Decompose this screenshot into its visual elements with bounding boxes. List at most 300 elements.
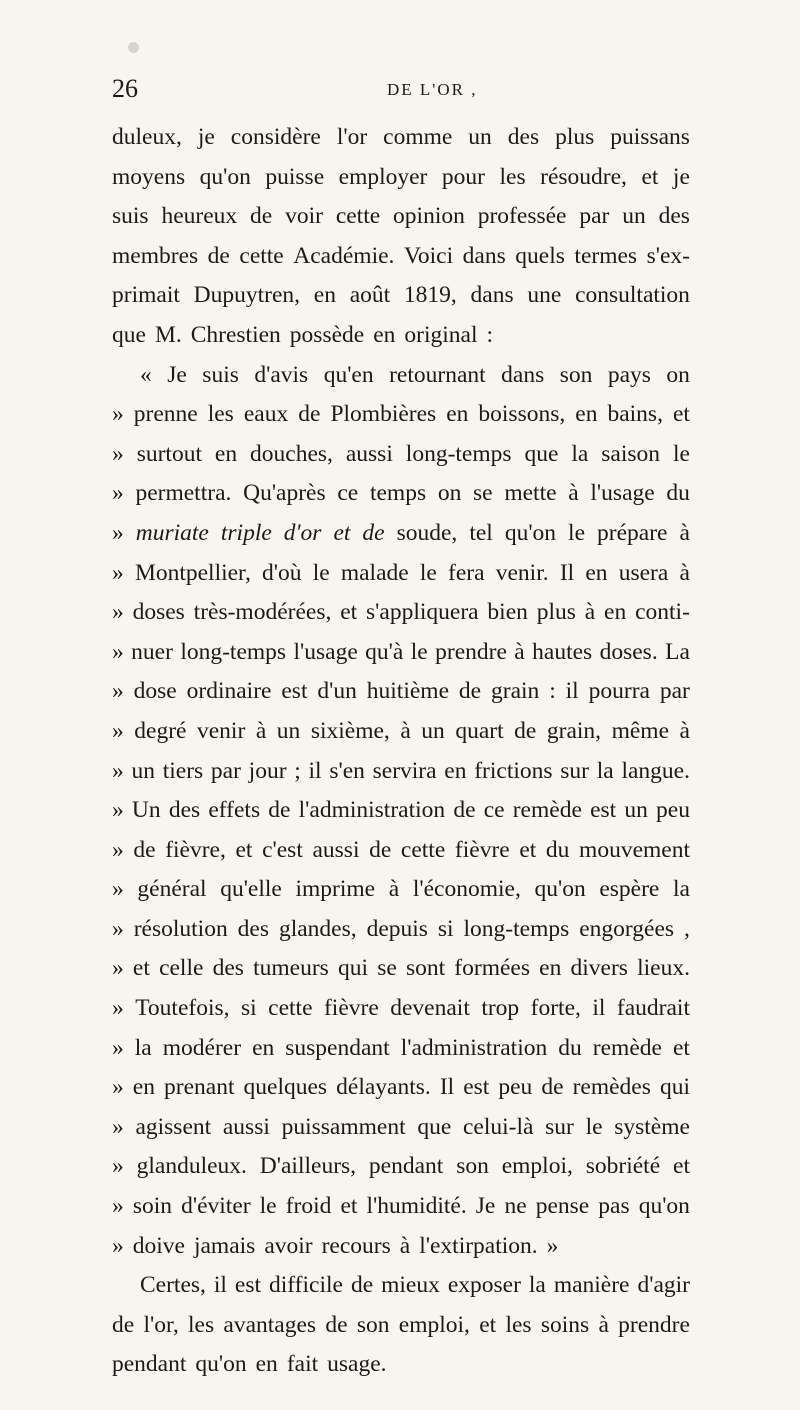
text-line	[112, 356, 690, 396]
word: »	[112, 757, 124, 784]
word: manière	[553, 1272, 630, 1299]
word: »	[112, 401, 124, 428]
word: de	[112, 1311, 135, 1338]
word: cette	[400, 836, 446, 863]
text-line	[112, 831, 690, 871]
word: on	[666, 361, 690, 388]
word: mieux	[381, 1272, 440, 1299]
word: de	[298, 401, 321, 428]
word: un	[276, 717, 301, 744]
text-line	[112, 197, 690, 237]
word: si	[437, 915, 454, 942]
word: celui-là	[462, 1113, 534, 1140]
word: prenne	[133, 401, 198, 428]
word: celle	[159, 955, 204, 982]
word: dans	[470, 282, 514, 309]
word: les	[207, 401, 234, 428]
word: ;	[294, 757, 301, 784]
text-line	[112, 870, 690, 910]
text-line	[112, 1108, 690, 1148]
word: que	[524, 440, 559, 467]
word: je	[197, 124, 215, 150]
word: en	[604, 599, 627, 626]
word: trop	[481, 995, 520, 1022]
word: la	[134, 1034, 152, 1061]
word: s'ex-	[646, 242, 690, 269]
word: général	[137, 876, 207, 903]
text-line	[112, 949, 690, 989]
word: exposer	[447, 1272, 521, 1299]
word: »	[546, 1232, 559, 1259]
word: soude,	[396, 519, 458, 546]
word: puissans	[610, 124, 690, 150]
text-line	[112, 554, 690, 594]
word: Qu'après	[243, 480, 326, 507]
word: aussi	[345, 440, 393, 467]
word: en	[373, 321, 396, 348]
text-line	[112, 316, 690, 356]
word: d'un	[317, 678, 357, 705]
word: qui	[337, 955, 369, 982]
word: se	[377, 955, 397, 982]
word: employer	[338, 163, 428, 190]
word: le	[568, 519, 586, 546]
word: suspendant	[285, 1034, 390, 1061]
word: et	[340, 1193, 358, 1220]
word: »	[112, 599, 124, 626]
word: pour	[441, 163, 485, 190]
word: en	[575, 401, 598, 428]
word: Voici	[403, 242, 454, 269]
text-line	[112, 395, 690, 435]
word: à	[679, 559, 690, 586]
word: à	[514, 638, 525, 665]
word: temps	[369, 480, 427, 507]
word: :	[549, 678, 556, 705]
word: »	[112, 1034, 124, 1061]
word: dans	[462, 242, 506, 269]
word: hautes	[532, 638, 593, 665]
word: et	[673, 1153, 690, 1180]
word: agissent	[135, 1113, 212, 1140]
word: des	[237, 915, 269, 942]
word: termes	[574, 242, 638, 269]
word: la	[596, 757, 614, 784]
word: huitième	[366, 678, 450, 705]
word: fièvre,	[165, 836, 226, 863]
word: délayants.	[336, 1074, 431, 1101]
word: résolution	[133, 915, 228, 942]
word: voir	[285, 203, 323, 230]
text-line	[112, 910, 690, 950]
word: tiers	[162, 757, 204, 784]
word: »	[112, 559, 124, 586]
word: espère	[599, 876, 660, 903]
text-line	[112, 514, 690, 554]
word: une	[527, 282, 562, 309]
word: il	[308, 757, 322, 784]
word: triple	[220, 519, 272, 546]
word: sixième,	[310, 717, 390, 744]
word: :	[486, 321, 494, 348]
word: Montpellier,	[134, 559, 251, 586]
word: remède	[592, 1034, 662, 1061]
word: suis	[202, 361, 239, 388]
word: en	[132, 1074, 155, 1101]
word: doses	[132, 599, 185, 626]
word: l'or,	[143, 1311, 179, 1338]
word: bien	[487, 599, 528, 626]
word: comme	[383, 124, 453, 150]
word: l'administration	[400, 1034, 548, 1061]
word: qu'on	[638, 1193, 690, 1220]
word: d'éviter	[181, 1193, 251, 1220]
text-line	[112, 1187, 690, 1227]
word: le	[312, 559, 330, 586]
text-line	[112, 435, 690, 475]
word: ordinaire	[186, 678, 272, 705]
word: D'ailleurs,	[259, 1153, 357, 1180]
word: en	[444, 757, 467, 784]
word: «	[140, 361, 152, 388]
word: recours	[321, 1232, 391, 1259]
word: langue.	[621, 757, 690, 784]
word: jour	[248, 757, 287, 784]
word: cette	[239, 242, 284, 269]
page-header	[112, 74, 712, 114]
word: lieux.	[637, 955, 690, 982]
word: en	[255, 1351, 278, 1378]
word: professée	[477, 203, 567, 230]
word: est	[234, 1272, 262, 1299]
word: original	[404, 321, 478, 348]
word: malade	[340, 559, 409, 586]
word: en	[446, 401, 469, 428]
word: s'appliquera	[366, 599, 479, 626]
word: pense	[535, 1193, 590, 1220]
word: engorgées	[579, 915, 675, 942]
word: quelques	[243, 1074, 328, 1101]
word: grain	[491, 678, 540, 705]
word: sur	[560, 757, 590, 784]
word: de	[514, 717, 537, 744]
word: primait	[112, 282, 180, 309]
word: prépare	[597, 519, 668, 546]
word: membres	[112, 242, 199, 269]
word: »	[112, 915, 124, 942]
text-line	[112, 752, 690, 792]
word: l'extirpation.	[419, 1232, 538, 1259]
word: à	[598, 1311, 609, 1338]
body-text	[112, 118, 690, 1385]
text-line	[112, 672, 690, 712]
word: tumeurs	[253, 955, 329, 982]
word: si	[241, 995, 257, 1022]
word: et	[340, 599, 358, 626]
word: bains,	[607, 401, 663, 428]
word: de	[207, 242, 230, 269]
word: d'agir	[637, 1272, 690, 1299]
word: le	[585, 1113, 603, 1140]
word: août	[349, 282, 391, 309]
text-line	[112, 712, 690, 752]
word: de	[458, 678, 482, 705]
word: douches,	[250, 440, 333, 467]
word: puissamment	[281, 1113, 406, 1140]
word: forte,	[530, 995, 581, 1022]
word: qu'elle	[220, 876, 282, 903]
word: doive	[132, 1232, 185, 1259]
word: résoudre,	[540, 163, 627, 190]
word: sont	[405, 955, 446, 982]
word: soin	[132, 1193, 173, 1220]
word: même	[611, 717, 669, 744]
text-line	[112, 1306, 690, 1346]
word: de	[350, 1272, 374, 1299]
word: en	[252, 1034, 275, 1061]
word: Il	[559, 559, 575, 586]
word: on	[437, 480, 462, 507]
word: en	[214, 440, 238, 467]
word: par	[210, 757, 241, 784]
word: il	[565, 678, 579, 705]
word: il	[213, 1272, 227, 1299]
word: l'économie,	[412, 876, 521, 903]
word: usera	[618, 559, 669, 586]
word: est	[590, 797, 617, 824]
word: grain,	[546, 717, 602, 744]
word: de	[268, 797, 291, 824]
word: Toutefois,	[135, 995, 230, 1022]
word: »	[112, 1193, 124, 1220]
word: des	[507, 124, 540, 150]
word: très-modérées,	[193, 599, 332, 626]
word: conti-	[635, 599, 690, 626]
word: qu'on	[504, 519, 557, 546]
word: cette	[335, 203, 381, 230]
word: froid	[285, 1193, 332, 1220]
word: »	[112, 717, 124, 744]
word: eaux	[243, 401, 289, 428]
word: pendant	[368, 1153, 444, 1180]
word: et	[672, 401, 690, 428]
word: Il	[439, 1074, 455, 1101]
word: son	[356, 1311, 390, 1338]
word: pays	[607, 361, 651, 388]
word: plus	[555, 124, 595, 150]
word: »	[112, 955, 124, 982]
word: qui	[659, 1074, 690, 1101]
word: Je	[475, 1193, 496, 1220]
word: à	[679, 519, 690, 546]
text-line	[112, 1029, 690, 1069]
word: possède	[289, 321, 365, 348]
word: le	[410, 638, 428, 665]
word: usage.	[327, 1351, 387, 1378]
word: avantages	[223, 1311, 317, 1338]
word: saison	[601, 440, 661, 467]
word: prendre	[618, 1311, 690, 1338]
word: à	[679, 717, 690, 744]
word: l'usage	[293, 638, 358, 665]
word: en	[539, 955, 562, 982]
word: pourra	[588, 678, 650, 705]
word: »	[112, 480, 124, 507]
word: pendant	[112, 1351, 187, 1378]
word: et	[641, 163, 659, 190]
word: un	[421, 717, 445, 744]
word: je	[672, 163, 690, 190]
word: »	[112, 1074, 124, 1101]
word: et	[672, 1034, 690, 1061]
word: moyens	[112, 163, 186, 190]
word: venir.	[495, 559, 549, 586]
word: long-temps	[405, 440, 512, 467]
word: servira	[372, 757, 437, 784]
word: soins	[540, 1311, 590, 1338]
word: plus	[536, 599, 576, 626]
word: long-temps	[180, 638, 287, 665]
text-line	[112, 633, 690, 673]
word: les	[188, 1311, 215, 1338]
word: »	[112, 440, 124, 467]
word: un	[468, 124, 492, 150]
word: Chrestien	[190, 321, 281, 348]
word: prenant	[164, 1074, 235, 1101]
word: s'en	[329, 757, 365, 784]
word: c'est	[262, 836, 303, 863]
word: effets	[208, 797, 261, 824]
word: de	[541, 1074, 564, 1101]
word: mouvement	[579, 836, 690, 863]
word: à	[388, 876, 400, 903]
word: de	[362, 519, 385, 546]
word: la	[673, 876, 690, 903]
text-line	[112, 1266, 690, 1306]
text-line	[112, 989, 690, 1029]
text-line	[112, 1345, 690, 1385]
word: mette	[504, 480, 557, 507]
word: des	[212, 955, 244, 982]
word: divers	[570, 955, 628, 982]
word: d'or	[283, 519, 322, 546]
word: et	[132, 955, 150, 982]
word: qu'à	[365, 638, 404, 665]
word: un	[131, 757, 155, 784]
word: M.	[154, 321, 182, 348]
text-line	[112, 593, 690, 633]
word: degré	[134, 717, 187, 744]
word: ce	[483, 797, 505, 824]
word: de	[325, 1311, 348, 1338]
word: prendre	[435, 638, 507, 665]
page-number: 26	[112, 74, 138, 103]
word: glandes,	[278, 915, 357, 942]
word: peu	[656, 797, 690, 824]
word: »	[112, 876, 124, 903]
text-line	[112, 1227, 690, 1267]
word: il	[592, 995, 606, 1022]
word: l'administration	[298, 797, 446, 824]
word: et	[479, 1311, 497, 1338]
word: un	[622, 203, 646, 230]
word: en	[585, 559, 608, 586]
word: emploi,	[501, 1153, 573, 1180]
word: »	[112, 519, 124, 546]
word: des	[658, 203, 690, 230]
word: duleux,	[112, 124, 182, 150]
word: »	[112, 995, 124, 1022]
text-line	[112, 158, 690, 198]
word: l'usage	[590, 480, 655, 507]
word: emploi,	[398, 1311, 470, 1338]
text-line	[112, 1147, 690, 1187]
word: Plombières	[330, 401, 437, 428]
word: Certes,	[140, 1272, 206, 1299]
word: modérer	[162, 1034, 242, 1061]
word: retournant	[389, 361, 486, 388]
word: du	[666, 480, 690, 507]
word: de	[250, 203, 273, 230]
word: formées	[454, 955, 530, 982]
word: de	[453, 797, 476, 824]
word: »	[112, 1232, 124, 1259]
word: fera	[448, 559, 485, 586]
word: que	[112, 321, 146, 348]
word: remèdes	[572, 1074, 651, 1101]
word: du	[545, 836, 570, 863]
word: à	[568, 480, 579, 507]
word: 1819,	[403, 282, 457, 309]
word: opinion	[393, 203, 465, 230]
text-line	[112, 791, 690, 831]
word: »	[112, 1113, 124, 1140]
word: en	[313, 282, 336, 309]
word: sobriété	[585, 1153, 661, 1180]
word: long-temps	[463, 915, 570, 942]
word: devenait	[390, 995, 470, 1022]
word: est	[463, 1074, 490, 1101]
word: dose	[133, 678, 177, 705]
word: muriate	[135, 519, 209, 546]
word: »	[112, 797, 124, 824]
word: »	[112, 836, 124, 863]
word: fièvre	[323, 995, 379, 1022]
word: la	[528, 1272, 546, 1299]
word: qu'on	[534, 876, 586, 903]
word: le	[672, 440, 690, 467]
word: qu'on	[199, 163, 251, 190]
word: cette	[268, 995, 313, 1022]
word: d'avis	[254, 361, 309, 388]
word: les	[505, 1311, 532, 1338]
word: fait	[286, 1351, 319, 1378]
word: l'humidité.	[366, 1193, 467, 1220]
word: des	[168, 797, 201, 824]
word: consultation	[575, 282, 690, 309]
word: à	[584, 599, 596, 626]
word: le	[419, 559, 437, 586]
word: La	[665, 638, 690, 665]
word: surtout	[136, 440, 202, 467]
word: depuis	[366, 915, 428, 942]
word: ,	[684, 915, 690, 942]
word: de	[369, 836, 392, 863]
word: nuer	[131, 638, 173, 665]
word: Je	[167, 361, 187, 388]
word: le	[259, 1193, 277, 1220]
word: à	[399, 1232, 411, 1259]
